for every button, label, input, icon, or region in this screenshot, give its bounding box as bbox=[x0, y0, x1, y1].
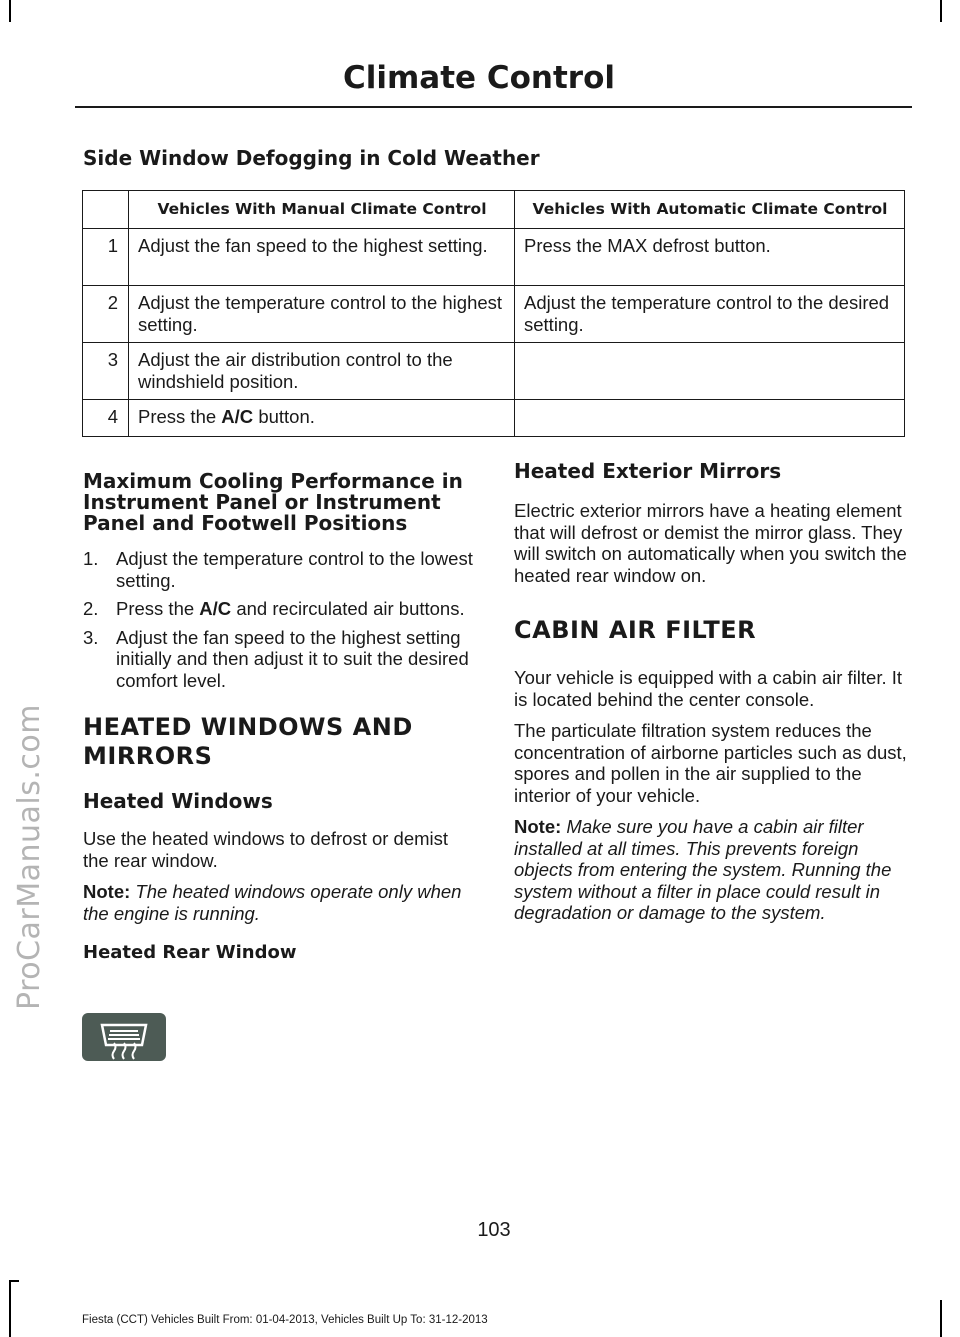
heated-rear-window-subheading: Heated Rear Window bbox=[83, 942, 297, 963]
heated-windows-mirrors-title-line2: MIRRORS bbox=[83, 742, 213, 770]
defog-table bbox=[82, 190, 905, 437]
heated-windows-note bbox=[83, 881, 478, 924]
ac-button-label: A/C bbox=[221, 406, 254, 427]
step-number: 2. bbox=[83, 598, 99, 619]
heated-mirrors-text: Electric exterior mirrors have a heating element that will defrost or demist the mirror glass. They will switch on automatically when you switch the heated rear window on. bbox=[514, 500, 907, 586]
heated-mirrors-title: Heated Exterior Mirrors bbox=[514, 459, 782, 483]
right-column bbox=[514, 461, 909, 934]
list-item bbox=[83, 548, 478, 591]
cabin-filter-para2: The particulate filtration system reduces the concentration of airborne particles such as dust, spores and pollen in the air supplied to the interior of your vehicle. bbox=[514, 720, 907, 806]
crop-mark-bottom-right-v bbox=[940, 1300, 942, 1337]
table-header-row bbox=[83, 191, 905, 229]
step-text: Adjust the fan speed to the highest setting initially and then adjust it to suit the desired comfort level. bbox=[116, 626, 469, 691]
left-column bbox=[83, 471, 478, 977]
list-item bbox=[83, 627, 478, 692]
manual-cell: Adjust the temperature control to the highest setting. bbox=[129, 286, 515, 343]
crop-mark-top-right bbox=[940, 0, 942, 22]
step-suffix: and recirculated air buttons. bbox=[236, 598, 465, 619]
header-rule bbox=[75, 106, 912, 108]
max-cooling-title: Maximum Cooling Performance in Instrument Panel or Instrument Panel and Footwell Positions bbox=[83, 469, 463, 535]
table-header-num bbox=[83, 191, 129, 229]
note-label: Note: bbox=[83, 881, 131, 902]
crop-mark-bottom-left-h bbox=[9, 1280, 19, 1282]
row-number: 1 bbox=[83, 229, 129, 286]
page-number: 103 bbox=[477, 1219, 511, 1241]
table-header-automatic: Vehicles With Automatic Climate Control bbox=[515, 191, 905, 229]
manual-suffix: button. bbox=[258, 406, 315, 427]
heated-windows-text: Use the heated windows to defrost or demist the rear window. bbox=[83, 828, 449, 871]
automatic-cell bbox=[515, 400, 905, 437]
step-number: 3. bbox=[83, 626, 99, 648]
crop-mark-top-left bbox=[9, 0, 11, 22]
table-row bbox=[83, 286, 905, 343]
manual-cell bbox=[129, 400, 515, 437]
row-number: 4 bbox=[83, 400, 129, 437]
rear-window-defrost-icon bbox=[82, 1013, 166, 1061]
automatic-cell bbox=[515, 343, 905, 400]
automatic-cell: Adjust the temperature control to the desired setting. bbox=[515, 286, 905, 343]
table-row bbox=[83, 343, 905, 400]
watermark: ProCarManuals.com bbox=[12, 703, 47, 1010]
step-number: 1. bbox=[83, 548, 99, 569]
table-row bbox=[83, 400, 905, 437]
cabin-filter-para1: Your vehicle is equipped with a cabin air filter. It is located behind the center console. bbox=[514, 667, 903, 710]
rear-window-defrost-glyph bbox=[82, 1013, 166, 1061]
footer-text: Fiesta (CCT) Vehicles Built From: 01-04-2013, Vehicles Built Up To: 31-12-2013 bbox=[82, 1314, 488, 1326]
crop-mark-bottom-left-v bbox=[9, 1280, 11, 1337]
defog-section-title: Side Window Defogging in Cold Weather bbox=[83, 146, 540, 170]
automatic-cell: Press the MAX defrost button. bbox=[515, 229, 905, 286]
note-label: Note: bbox=[514, 816, 562, 837]
row-number: 3 bbox=[83, 343, 129, 400]
manual-cell: Adjust the air distribution control to the windshield position. bbox=[129, 343, 515, 400]
step-text: Adjust the temperature control to the lowest setting. bbox=[116, 548, 473, 591]
heated-windows-mirrors-title-line1: HEATED WINDOWS AND bbox=[83, 713, 413, 741]
manual-cell: Adjust the fan speed to the highest setting. bbox=[129, 229, 515, 286]
row-number: 2 bbox=[83, 286, 129, 343]
heated-windows-title: Heated Windows bbox=[83, 789, 273, 813]
note-text: Make sure you have a cabin air filter installed at all times. This prevents foreign objects from entering the system. Running the system without a filter in place could result in degradation or damage to the system. bbox=[514, 816, 892, 923]
page-header-title: Climate Control bbox=[342, 60, 615, 96]
list-item bbox=[83, 598, 478, 620]
ac-button-label: A/C bbox=[199, 598, 232, 619]
max-cooling-steps bbox=[83, 548, 478, 691]
note-text: The heated windows operate only when the engine is running. bbox=[83, 881, 462, 924]
table-header-manual: Vehicles With Manual Climate Control bbox=[129, 191, 515, 229]
cabin-filter-note bbox=[514, 816, 909, 924]
cabin-filter-title: CABIN AIR FILTER bbox=[514, 616, 757, 644]
step-prefix: Press the bbox=[116, 598, 195, 619]
manual-prefix: Press the bbox=[138, 406, 217, 427]
table-row bbox=[83, 229, 905, 286]
